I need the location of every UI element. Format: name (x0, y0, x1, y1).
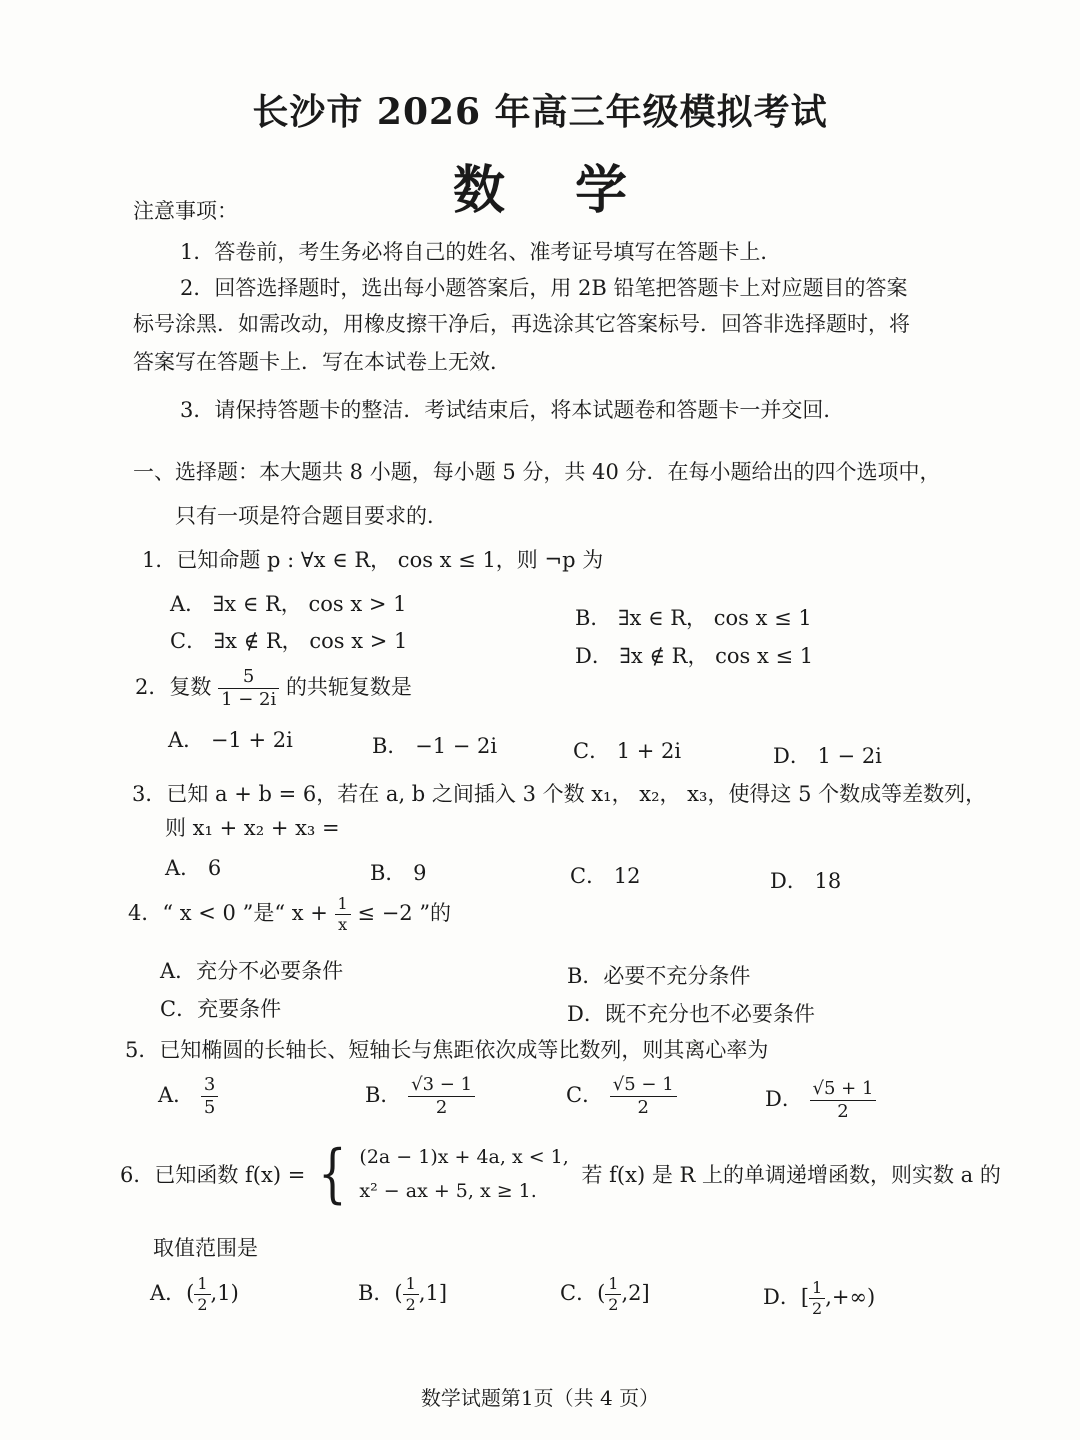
notice-item-2-line-3: 答案写在答题卡上．写在本试卷上无效． (133, 350, 511, 374)
section-1-instructions-line-2: 只有一项是符合题目要求的． (175, 504, 448, 528)
question-5-option-c-label: C． (566, 1083, 604, 1107)
question-6-option-b-numerator: 1 (403, 1276, 419, 1295)
question-6-option-c-label: C．( (560, 1281, 606, 1305)
question-2-suffix: 的共轭复数是 (285, 675, 412, 699)
question-4-option-a: A．充分不必要条件 (160, 959, 344, 983)
question-6-option-a-fraction (194, 1276, 210, 1313)
question-3-stem-line-2: 则 x₁ + x₂ + x₃ = (165, 816, 340, 840)
question-6-option-a-numerator: 1 (194, 1276, 210, 1295)
notice-item-3: 3．请保持答题卡的整洁．考试结束后，将本试题卷和答题卡一并交回． (180, 398, 845, 422)
question-6-option-b (358, 1276, 447, 1313)
question-6-option-d-denominator: 2 (812, 1299, 823, 1318)
question-6-option-b-fraction (403, 1276, 419, 1313)
question-6-option-b-label: B．( (358, 1281, 403, 1305)
question-6-option-d-tail: ,+∞) (825, 1285, 876, 1309)
question-6-option-a-label: A．( (150, 1281, 195, 1305)
exam-title: 长沙市 2026 年高三年级模拟考试 (252, 91, 828, 133)
question-3-stem: 3．已知 a + b = 6，若在 a, b 之间插入 3 个数 x₁， x₂， x₃，使得这 5 个数成等差数列， (132, 782, 987, 806)
question-5-option-a-label: A． (158, 1083, 195, 1107)
subject-title: 数学 (452, 160, 697, 221)
question-5-option-c-denominator: 2 (637, 1097, 649, 1118)
question-3-option-a: A． 6 (165, 856, 222, 880)
piecewise-brace: { (318, 1137, 347, 1212)
question-5-option-c-fraction (610, 1076, 677, 1117)
notice-item-1: 1．答卷前，考生务必将自己的姓名、准考证号填写在答题卡上． (180, 240, 782, 264)
question-6-stem (120, 1137, 1001, 1212)
question-6-option-c-denominator: 2 (608, 1295, 619, 1314)
question-5-option-c-numerator: √5 − 1 (610, 1076, 677, 1097)
question-5-option-b-label: B． (365, 1083, 402, 1107)
question-5-option-d-fraction (810, 1080, 877, 1121)
notice-heading: 注意事项： (133, 199, 238, 223)
question-6-option-a-denominator: 2 (197, 1295, 208, 1314)
question-3-option-b: B． 9 (370, 861, 427, 885)
question-5-option-d-label: D． (765, 1087, 803, 1111)
question-5-option-a-numerator: 3 (201, 1076, 218, 1097)
notice-item-2-line-2: 标号涂黑．如需改动，用橡皮擦干净后，再选涂其它答案标号．回答非选择题时，将 (133, 312, 910, 336)
piecewise-cases (359, 1140, 568, 1208)
question-2-stem (135, 668, 412, 709)
question-2-option-d: D． 1 − 2i (773, 744, 882, 768)
question-4-option-c: C．充要条件 (160, 997, 282, 1021)
question-2-fraction-numerator: 5 (218, 668, 279, 689)
question-2-option-b: B． −1 − 2i (372, 734, 498, 758)
question-6-option-d-numerator: 1 (809, 1280, 825, 1299)
question-5-option-d-numerator: √5 + 1 (810, 1080, 877, 1101)
question-6-option-c-numerator: 1 (605, 1276, 621, 1295)
question-2-option-c: C． 1 + 2i (573, 739, 682, 763)
question-6-option-b-denominator: 2 (405, 1295, 416, 1314)
question-6-option-c-tail: ,2] (621, 1281, 650, 1305)
question-1-option-c: C． ∃x ∉ R， cos x > 1 (170, 629, 408, 653)
question-6-option-c-fraction (605, 1276, 621, 1313)
question-4-fraction (335, 896, 351, 933)
question-1-option-a: A． ∃x ∈ R， cos x > 1 (170, 592, 407, 616)
question-5-option-c (566, 1076, 677, 1117)
question-6-option-d-label: D．[ (763, 1285, 810, 1309)
question-6-suffix: 若 f(x) 是 R 上的单调递增函数，则实数 a 的 (581, 1163, 1001, 1188)
question-5-option-b (365, 1076, 475, 1117)
section-1-instructions-line-1: 一、选择题：本大题共 8 小题，每小题 5 分，共 40 分．在每小题给出的四个选项中， (133, 460, 941, 484)
question-5-option-a (158, 1076, 218, 1117)
question-5-option-b-denominator: 2 (435, 1097, 448, 1118)
question-6-option-d (763, 1280, 875, 1317)
question-3-option-c: C． 12 (570, 864, 641, 888)
question-6-option-b-tail: ,1] (418, 1281, 448, 1305)
question-5-option-d-denominator: 2 (837, 1101, 849, 1122)
question-4-suffix: ≤ −2 ”的 (357, 901, 452, 925)
question-4-fraction-numerator: 1 (335, 896, 351, 915)
question-5-option-b-fraction (408, 1076, 475, 1117)
notice-item-2-line-1: 2．回答选择题时，选出每小题答案后，用 2B 铅笔把答题卡上对应题目的答案 (180, 276, 908, 300)
piecewise-case-2: x² − ax + 5, x ≥ 1. (359, 1180, 537, 1203)
question-6-option-c (560, 1276, 650, 1313)
question-4-stem (128, 896, 451, 933)
question-2-fraction-denominator: 1 − 2i (221, 689, 277, 710)
question-4-option-b: B．必要不充分条件 (567, 964, 751, 988)
question-4-prefix: 4．“ x < 0 ”是“ x + (128, 901, 328, 925)
question-1-option-d: D． ∃x ∉ R， cos x ≤ 1 (575, 644, 814, 668)
question-4-fraction-denominator: x (338, 915, 348, 934)
piecewise-case-1: (2a − 1)x + 4a, x < 1, (359, 1146, 569, 1168)
question-1-stem: 1．已知命题 p : ∀x ∈ R， cos x ≤ 1，则 ¬p 为 (142, 548, 604, 572)
question-4-option-d: D．既不充分也不必要条件 (567, 1002, 815, 1026)
question-6-prefix: 6．已知函数 f(x) = (120, 1163, 306, 1188)
question-5-stem: 5．已知椭圆的长轴长、短轴长与焦距依次成等比数列，则其离心率为 (125, 1038, 769, 1062)
question-2-fraction (218, 668, 279, 709)
question-2-prefix: 2．复数 (135, 675, 212, 699)
question-5-option-b-numerator: √3 − 1 (408, 1076, 475, 1097)
question-6-option-d-fraction (809, 1280, 825, 1317)
question-3-option-d: D． 18 (770, 869, 842, 893)
question-5-option-d (765, 1080, 876, 1121)
question-6-option-a-tail: ,1) (210, 1281, 239, 1305)
question-6-option-a (150, 1276, 239, 1313)
question-1-option-b: B． ∃x ∈ R， cos x ≤ 1 (575, 606, 812, 630)
page-footer: 数学试题第1页（共 4 页） (420, 1386, 660, 1410)
question-5-option-a-denominator: 5 (203, 1097, 216, 1118)
question-5-option-a-fraction (201, 1076, 218, 1117)
question-6-stem-line-2: 取值范围是 (153, 1236, 258, 1260)
question-2-option-a: A． −1 + 2i (168, 728, 293, 752)
